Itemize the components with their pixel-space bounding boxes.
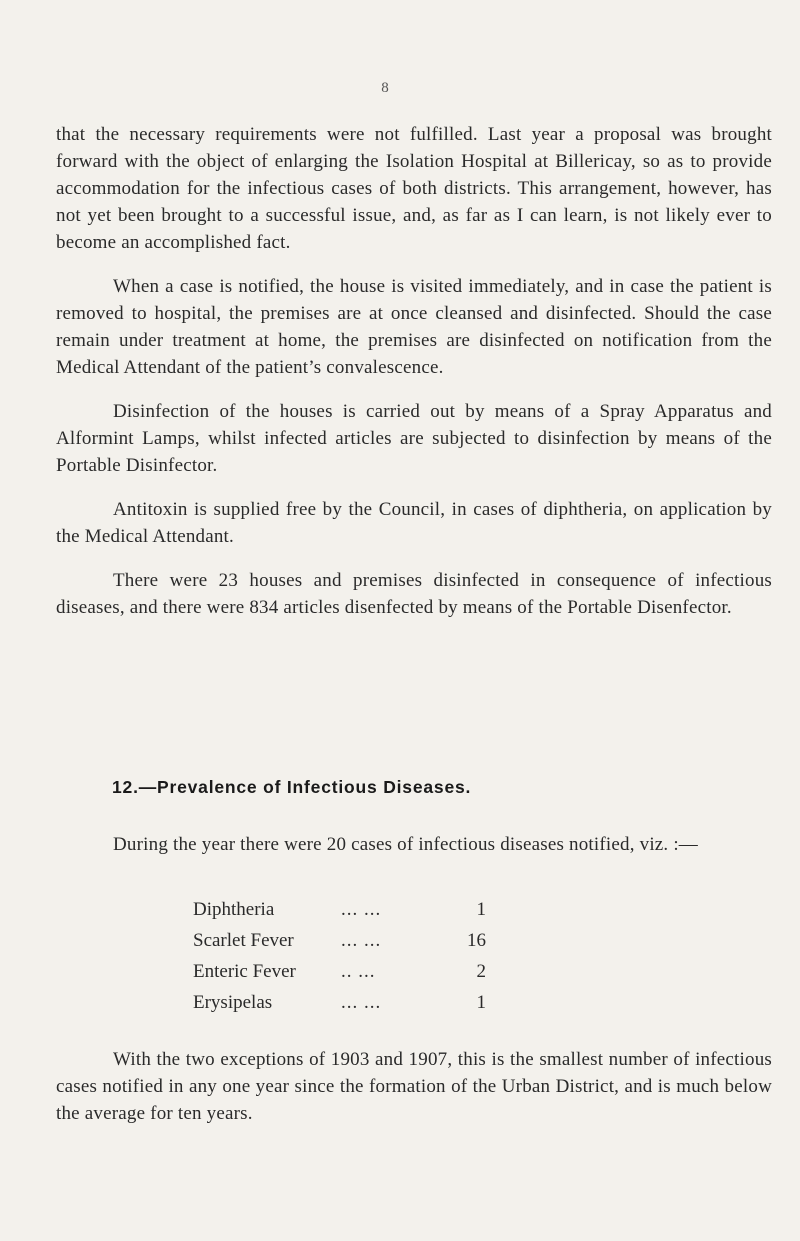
disease-count: 1 [476, 899, 486, 920]
paragraph-smallest-number: With the two exceptions of 1903 and 1907, this is the smallest number of infectious cases notified in any one year since the formation of the Urban District, and is much below the average for ten years. [56, 1049, 772, 1124]
disease-count: 1 [476, 992, 486, 1013]
disease-table [193, 894, 493, 1018]
disease-row-diphtheria [193, 894, 493, 925]
leader-dots: ... ... [341, 992, 382, 1013]
paragraph-disinfection-counts: There were 23 houses and premises disinfected in consequence of infectious diseases, and there were 834 articles disenfected by means of the Portable Disenfector. [56, 570, 772, 618]
section-heading: 12.—Prevalence of Infectious Diseases. [112, 777, 472, 797]
paragraph-disinfection-method: Disinfection of the houses is carried out by means of a Spray Apparatus and Alformint Lamps, whilst infected articles are subjected to disinfection by means of the Portable Disinfector. [56, 401, 772, 476]
body-section-lower [56, 1046, 772, 1127]
paragraph-antitoxin: Antitoxin is supplied free by the Council, in cases of diphtheria, on application by the Medical Attendant. [56, 499, 772, 547]
paragraph-cases-notified: During the year there were 20 cases of infectious diseases notified, viz. :— [113, 834, 699, 855]
disease-name: Enteric Fever [193, 961, 296, 982]
body-section-cases [56, 831, 772, 858]
leader-dots: ... ... [341, 930, 382, 951]
paragraph-isolation-hospital: that the necessary requirements were not fulfilled. Last year a proposal was brought forward with the object of enlarging the Isolation Hospital at Billericay, so as to provide accommodation for the infectious cases of both districts. This arrangement, however, has not yet been brought to a successful issue, and, as far as I can learn, is not likely ever to become an accomplished fact. [56, 124, 772, 253]
disease-row-erysipelas [193, 987, 493, 1018]
disease-name: Erysipelas [193, 992, 273, 1013]
disease-row-scarlet-fever [193, 925, 493, 956]
disease-name: Scarlet Fever [193, 930, 294, 951]
disease-count: 2 [476, 961, 486, 982]
leader-dots: .. ... [341, 961, 376, 982]
disease-name: Diphtheria [193, 899, 275, 920]
leader-dots: ... ... [341, 899, 382, 920]
body-section-upper [56, 121, 772, 621]
page-number: 8 [381, 80, 389, 96]
disease-count: 16 [467, 930, 486, 951]
disease-row-enteric-fever [193, 956, 493, 987]
paragraph-notification-procedure: When a case is notified, the house is visited immediately, and in case the patient is removed to hospital, the premises are at once cleansed and disinfected. Should the case remain under treatment at home, the premises are disinfected on notification from the Medical Attendant of the patient’s convalescence. [56, 276, 772, 378]
